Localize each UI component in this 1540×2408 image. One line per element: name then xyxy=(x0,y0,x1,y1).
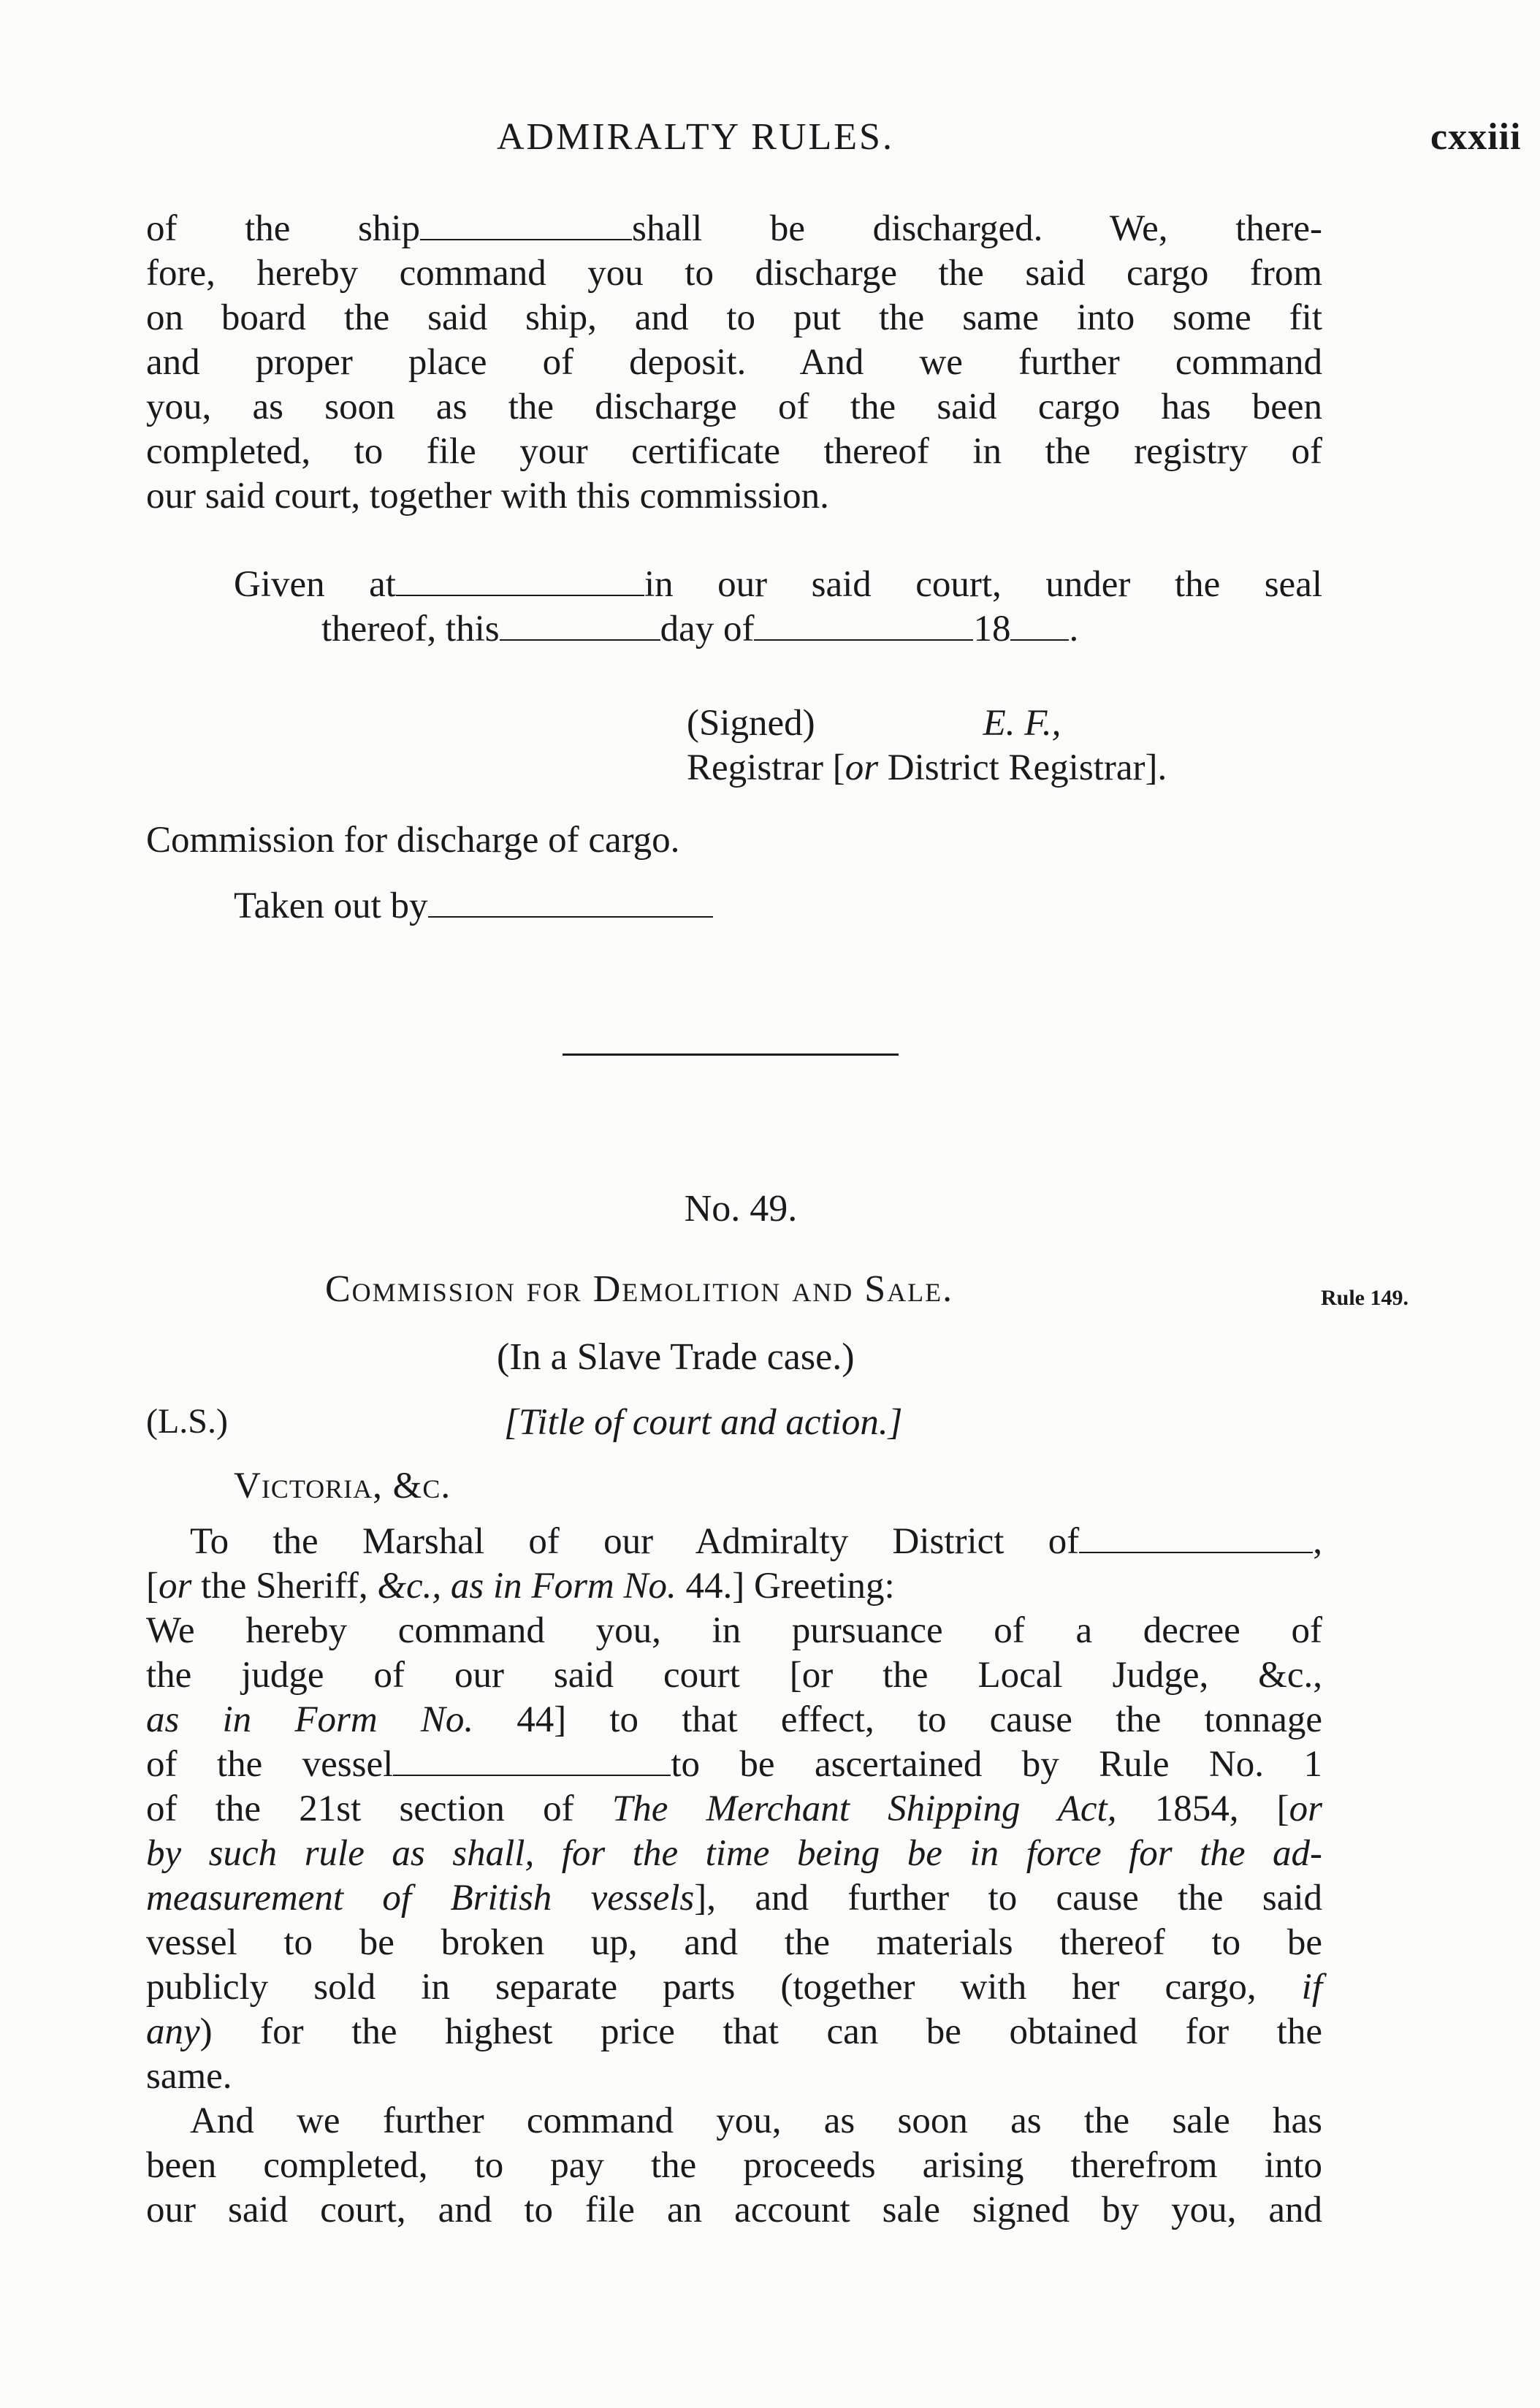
text-line: And we further command you, as soon as the sale has xyxy=(190,2100,1322,2141)
text-line: Registrar [or District Registrar]. xyxy=(687,747,1167,788)
seal-mark: (L.S.) xyxy=(146,1402,228,1441)
text-line: as in Form No. 44] to that effect, to cause the tonnage xyxy=(146,1699,1322,1740)
form-subtitle: (In a Slave Trade case.) xyxy=(497,1336,855,1378)
text-line: Given at in our said court, under the seal xyxy=(234,564,1322,605)
text-line: completed, to file your certificate thereof in the registry of xyxy=(146,431,1322,472)
court-title-placeholder: [Title of court and action.] xyxy=(504,1402,903,1443)
blank-month xyxy=(754,609,973,641)
form49-body xyxy=(146,1520,1322,2233)
sovereign-name: Victoria, &c. xyxy=(234,1466,451,1506)
commission-label: Commission for discharge of cargo. xyxy=(146,820,680,861)
text-line: (Signed) E. F., xyxy=(687,703,1061,744)
text-line: you, as soon as the discharge of the said cargo has been xyxy=(146,386,1322,427)
blank-place xyxy=(396,565,644,596)
text-line: and proper place of deposit. And we further command xyxy=(146,342,1322,383)
page-number: cxxiii xyxy=(1430,116,1522,158)
blank-taken-out-by xyxy=(428,886,713,918)
form-title: Commission for Demolition and Sale. xyxy=(325,1268,954,1310)
text-line: of the vessel to be ascertained by Rule No. 1 xyxy=(146,1744,1322,1785)
text-line: on board the said ship, and to put the same into some fit xyxy=(146,297,1322,338)
text-line: fore, hereby command you to discharge the said cargo from xyxy=(146,253,1322,294)
section-divider xyxy=(563,1054,899,1056)
text-line: publicly sold in separate parts (together with her cargo, if xyxy=(146,1967,1322,2008)
taken-out-by: Taken out by xyxy=(234,884,1410,929)
given-at-clause xyxy=(234,563,1322,652)
text-line: any) for the highest price that can be obtained for the xyxy=(146,2011,1322,2052)
blank-district xyxy=(1079,1522,1313,1553)
text-line: of the ship shall be discharged. We, there- xyxy=(146,208,1322,249)
text-line: our said court, and to file an account sale signed by you, and xyxy=(146,2190,1322,2230)
text-line: our said court, together with this commission. xyxy=(146,476,829,517)
signature-block xyxy=(687,701,1344,790)
running-title: ADMIRALTY RULES. xyxy=(497,116,894,158)
blank-vessel-name xyxy=(393,1745,671,1776)
signer-initials: E. F., xyxy=(983,703,1061,744)
form48-closing-paragraph xyxy=(146,207,1322,519)
form-number: No. 49. xyxy=(684,1188,798,1230)
text-line: been completed, to pay the proceeds arising therefrom into xyxy=(146,2145,1322,2186)
running-head xyxy=(0,115,1540,167)
blank-ship-name xyxy=(420,209,632,240)
blank-year xyxy=(1010,609,1069,641)
text-line: vessel to be broken up, and the materials thereof to be xyxy=(146,1922,1322,1963)
text-line: [or the Sheriff, &c., as in Form No. 44.] Greeting: xyxy=(146,1566,895,1607)
text-line: We hereby command you, in pursuance of a decree of xyxy=(146,1610,1322,1651)
blank-day xyxy=(500,609,660,641)
text-line: measurement of British vessels], and further to cause the said xyxy=(146,1878,1323,1919)
margin-rule-reference: Rule 149. xyxy=(1321,1286,1409,1310)
text-line: by such rule as shall, for the time being be in force for the ad- xyxy=(146,1833,1322,1874)
text-line: the judge of our said court [or the Local Judge, &c., xyxy=(146,1655,1322,1696)
text-line: same. xyxy=(146,2056,232,2097)
text-line: thereof, this day of 18 . xyxy=(321,609,1079,649)
text-line: To the Marshal of our Admiralty District of , xyxy=(190,1521,1322,1562)
text-line: of the 21st section of The Merchant Shipping Act, 1854, [or xyxy=(146,1788,1323,1829)
